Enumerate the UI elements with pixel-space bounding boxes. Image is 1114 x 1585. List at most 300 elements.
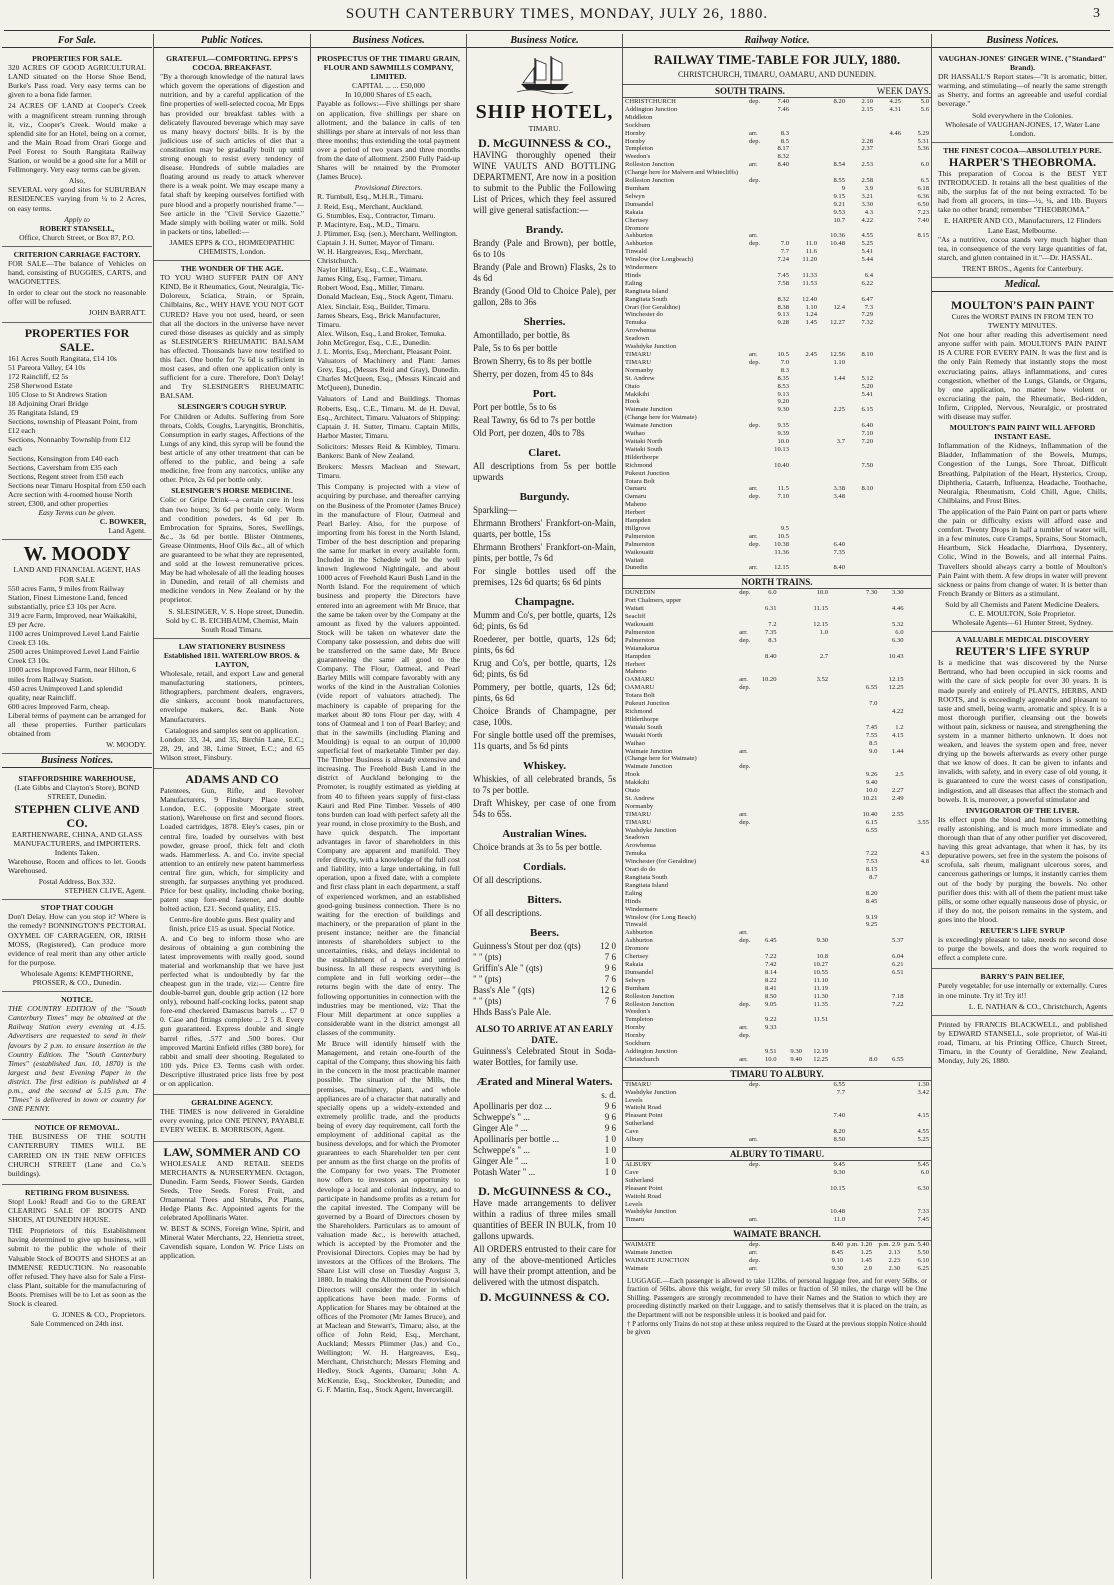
time-cell: 2.7: [819, 652, 829, 660]
time-cell: [752, 787, 778, 795]
ad-text: Easy Terms can be given.: [38, 508, 116, 518]
station-cell: Pleasant Point: [625, 1184, 663, 1192]
time-cell: [819, 169, 847, 177]
table-row: [623, 217, 931, 225]
table-row: [623, 1257, 931, 1265]
time-cell: [819, 1104, 847, 1112]
time-cell: [779, 858, 804, 866]
time-cell: [875, 517, 903, 525]
ad-text: "As a nutritive, cocoa stands very much higher than tea, in consequence of the very large quantities of fat, starch, and gluten contained in it."—Dr. HASSAL.: [938, 234, 1107, 262]
time-cell: [779, 969, 804, 977]
station-cell: Winslow (for Long Beach): [625, 913, 696, 921]
time-cell: 7.7: [780, 248, 789, 256]
time-cell: 4.46: [889, 129, 901, 137]
time-cell: [903, 272, 931, 280]
time-cell: [779, 645, 804, 653]
time-cell: 6.21: [891, 960, 904, 968]
station-cell: Burnham: [625, 184, 650, 192]
time-cell: [875, 391, 903, 399]
time-cell: [779, 1016, 804, 1024]
time-cell: [903, 485, 931, 493]
time-cell: [875, 319, 903, 327]
arr-dep-cell: arr.: [749, 232, 758, 240]
column-header: Railway Notice.: [623, 34, 931, 48]
table-row: [623, 517, 931, 525]
ad-text: TO YOU WHO SUFFER PAIN OF ANY KIND, Be it Rheumatics, Gout, Neuralgia, Tic-Doloreux, Sciatica, Strain, or Sprain, Chilblains, &c., WHY HAVE YOU NOT GOT CURED? Have you not used, heard, or seen that all the doctors in the universe have never cured those diseases as quickly and as simply as SLESINGER'S RHEUMATIC BALSAM has effected. Thousands have now testified to this fact. One bottle for 7s 6d is sufficient in most cases, and often one application only is sufficient for a cure. Therefore, Don't Delay! and Try SLESINGER'S RHEUMATIC BALSAM.: [160, 273, 304, 401]
arr-dep-cell: [737, 700, 752, 708]
time-cell: 10.13: [774, 445, 789, 453]
time-cell: [879, 692, 905, 700]
arr-dep-cell: [747, 248, 763, 256]
time-cell: [791, 264, 819, 272]
arr-dep-cell: [747, 327, 763, 335]
time-cell: 9.25: [865, 921, 878, 929]
table-row: [623, 296, 931, 304]
time-cell: [903, 430, 931, 438]
station-cell: OAMARU: [625, 676, 655, 684]
arr-dep-cell: [747, 343, 763, 351]
time-cell: [752, 898, 778, 906]
station-cell: Herbert: [625, 660, 646, 668]
station-cell: Dromore: [625, 945, 649, 953]
arr-dep-cell: [747, 525, 763, 533]
time-cell: [875, 430, 903, 438]
list-item: 1000 acres Improved Farm, near Hilton, 6 miles from Railway Station.: [8, 665, 136, 684]
list-item: J. Reid, Esq., Merchant, Auckland.: [317, 201, 423, 211]
list-item: [473, 1134, 616, 1145]
arr-dep-cell: dep.: [739, 763, 751, 771]
ad-text: Guinness's Celebrated Stout in Soda-water Bottles, for family use.: [473, 1046, 616, 1068]
time-cell: [847, 264, 875, 272]
time-cell: [853, 906, 879, 914]
ad-text: Liberal terms of payment can be arranged for all these properties. Further particulars obtained from: [8, 710, 146, 739]
time-cell: [804, 613, 830, 621]
ad-text: This preparation of Cocoa is the BEST YET INTRODUCED. It retains all the best qualities of the nib, the surplus fat of the nut being extracted. To be had from all grocers, in tins—½, ¼, and 1lb. Buyers take no other brand; remember "THEOBROMA.": [938, 168, 1107, 215]
time-cell: 6.0: [920, 161, 929, 169]
time-cell: [752, 684, 778, 692]
time-cell: 9.30: [831, 1264, 844, 1272]
time-cell: 5.36: [917, 145, 929, 153]
time-cell: 11.35: [813, 1000, 829, 1008]
time-cell: 10.40: [774, 461, 789, 469]
table-row: [623, 1128, 931, 1136]
arr-dep-cell: dep.: [749, 422, 761, 430]
time-cell: 8.50: [764, 992, 777, 1000]
time-cell: 12.56: [830, 351, 845, 358]
table-row: [623, 692, 931, 700]
time-cell: [819, 557, 847, 565]
arr-dep-cell: dep.: [749, 137, 761, 145]
ad-title: THE WONDER OF THE AGE.: [180, 264, 284, 274]
time-cell: [830, 834, 853, 842]
arr-dep-cell: [737, 1040, 752, 1048]
ad-title: SHIP HOTEL,: [475, 101, 614, 123]
time-cell: [853, 929, 879, 937]
ad-title: GERALDINE AGENCY.: [191, 1098, 273, 1108]
table-row: [623, 629, 931, 637]
ad-title: LAW, SOMMER AND CO: [163, 1144, 301, 1159]
station-cell: Albury: [625, 1136, 644, 1144]
time-cell: 7.3: [864, 303, 873, 311]
time-cell: [879, 929, 905, 937]
list-item: 550 acres Farm, 9 miles from Railway Station, Finest Limestone Land, fenced substantially, price £3 10s per Acre.: [8, 583, 128, 611]
time-cell: 9.13: [777, 311, 789, 319]
table-row: [623, 1265, 931, 1273]
table-row: [623, 525, 931, 533]
time-cell: [875, 549, 903, 557]
time-cell: 5.20: [861, 382, 873, 390]
ad-text: CAPITAL ... ... £50,000: [352, 81, 425, 91]
time-cell: [903, 311, 931, 319]
ad-text: THE TIMES is now delivered in Geraldine every evening, price ONE PENNY, PAYABLE EVERY WEEK. B. MORRISON, Agent.: [160, 1107, 304, 1135]
time-cell: 8.20: [833, 98, 845, 105]
table-row: [623, 398, 931, 406]
list-item: James Shears, Esq., Brick Manufacturer, Timaru.: [317, 310, 441, 329]
time-cell: [752, 850, 778, 858]
time-cell: [830, 763, 853, 771]
arr-dep-cell: [747, 383, 763, 391]
station-cell: Hook: [625, 771, 640, 779]
time-cell: [752, 716, 778, 724]
time-cell: [779, 692, 804, 700]
time-cell: 11.6: [805, 248, 817, 256]
time-cell: [819, 1201, 847, 1209]
time-cell: [853, 755, 879, 763]
time-cell: [763, 209, 791, 217]
time-cell: [791, 509, 819, 517]
law-sommer-ad: [154, 1142, 310, 1267]
station-cell: Orari (for Geraldine): [625, 303, 681, 311]
time-cell: [830, 1048, 853, 1056]
arr-dep-cell: dep.: [749, 1080, 761, 1088]
time-cell: [903, 422, 931, 430]
time-cell: [779, 748, 804, 756]
time-cell: [875, 288, 903, 296]
time-cell: 8.22: [764, 976, 777, 984]
time-cell: [830, 795, 853, 803]
north-trains-heading: [623, 575, 931, 589]
item-name: Apollinaris per bottle ...: [473, 1134, 559, 1145]
time-cell: [875, 1089, 903, 1097]
time-cell: [875, 422, 903, 430]
time-cell: [819, 446, 847, 454]
time-cell: [903, 509, 931, 517]
time-cell: [906, 842, 931, 850]
newspaper-title: SOUTH CANTERBURY TIMES, MONDAY, JULY 26, 1880.: [345, 6, 769, 22]
station-cell: (Change here for Waimate): [625, 755, 697, 763]
table-row: [623, 724, 931, 732]
item-name: Ginger Ale " ...: [473, 1123, 528, 1134]
time-cell: [791, 130, 819, 138]
time-cell: [804, 795, 830, 803]
time-cell: [752, 811, 778, 819]
station-cell: Waitohi Road: [625, 1192, 662, 1200]
time-cell: [779, 668, 804, 676]
time-cell: 8.41: [764, 984, 777, 992]
time-cell: [830, 629, 853, 637]
item-price: 12 0: [600, 941, 616, 952]
time-cell: [752, 795, 778, 803]
time-cell: [853, 1008, 879, 1016]
item-price: 9 6: [604, 963, 616, 974]
time-cell: [879, 1008, 905, 1016]
time-cell: [830, 882, 853, 890]
time-cell: [830, 937, 853, 945]
time-cell: [779, 763, 804, 771]
station-cell: Waimate Junction: [625, 406, 673, 414]
time-cell: 8.3: [780, 366, 789, 374]
time-cell: 11.19: [813, 984, 829, 992]
arr-dep-cell: [737, 921, 752, 929]
time-cell: [903, 383, 931, 391]
time-cell: 7.32: [861, 319, 873, 327]
time-cell: [752, 874, 778, 882]
time-cell: [853, 1048, 879, 1056]
time-cell: [763, 414, 791, 422]
time-cell: [819, 327, 847, 335]
arr-dep-cell: [737, 787, 752, 795]
time-cell: [819, 398, 847, 406]
table-row: [623, 716, 931, 724]
time-cell: 3.48: [833, 493, 845, 501]
station-cell: Hornby: [625, 137, 646, 145]
arr-dep-cell: [747, 319, 763, 327]
time-cell: 8.32: [777, 153, 789, 161]
station-cell: Pukeuri Junction: [625, 700, 670, 708]
time-cell: [779, 708, 804, 716]
arr-dep-cell: [747, 375, 763, 383]
time-cell: 1.10: [805, 303, 817, 311]
time-cell: [779, 637, 804, 645]
time-cell: [903, 335, 931, 343]
geraldine-ad: [154, 1095, 310, 1141]
time-cell: [903, 517, 931, 525]
station-cell: Rolleston Junction: [625, 161, 675, 169]
time-cell: [779, 613, 804, 621]
time-cell: [903, 533, 931, 541]
time-cell: [830, 771, 853, 779]
time-cell: [830, 613, 853, 621]
time-cell: [804, 803, 830, 811]
time-cell: 2.30: [888, 1264, 901, 1272]
table-row: [623, 288, 931, 296]
station-cell: Hillgrove: [625, 524, 651, 532]
time-cell: [853, 692, 879, 700]
time-cell: 7.24: [777, 256, 789, 264]
list-item: P. Macintyre, Esq., M.D., Timaru.: [317, 219, 420, 229]
time-cell: [875, 414, 903, 422]
time-cell: 6.50: [917, 200, 929, 208]
station-cell: Dromore: [625, 224, 649, 232]
table-row: [623, 985, 931, 993]
time-cell: [804, 755, 830, 763]
station-cell: Oamaru: [625, 485, 647, 493]
station-cell: Washdyke Junction: [625, 826, 677, 834]
arr-dep-cell: [747, 454, 763, 462]
time-cell: [847, 517, 875, 525]
time-cell: [875, 1216, 903, 1224]
time-cell: [875, 398, 903, 406]
time-cell: [779, 977, 804, 985]
ad-title: CRITERION CARRIAGE FACTORY.: [13, 249, 141, 259]
time-cell: [791, 470, 819, 478]
station-cell: Templeton: [625, 1016, 654, 1024]
time-cell: [752, 755, 778, 763]
time-cell: [752, 914, 778, 922]
time-cell: [779, 961, 804, 969]
price-line: Port per bottle, 5s to 6s: [473, 402, 557, 413]
ad-text: In order to clear out the stock no reasonable offer will be refused.: [8, 288, 146, 307]
time-cell: [763, 264, 791, 272]
ad-text: This Company is projected with a view of acquiring by purchase, and thereafter carrying on the Business of the Promoter (James Bruce) in the manufacture of Flour, Oatmeal and Pearl Barley. Also, for the purpose of importing from his forest in the North Island, Timber of the best description and preparing the same for market in every available form. Included in the Schedule will be the well known Inglewood Nightingale, and about 1000 acres of Freehold Kauri Bush Land in the North Island. For the requirement of which business and property the Directors have entered into an agreement with Mr Bruce, that the same be taken over by the Company at the amount as fixed by the valuers appointed. Stock will be taken on whatever date the Company take possession, and debts due will be transferred on the same date, Mr Bruce guaranteeing the same all good to the Company. The Flour, Oatmeal, and Pearl Barley Mills will compare favorably with any works of the kind in the Australian Colonies (vide report of valuators attached). The machinery is capable of preparing for the market about 80 tons Flour per day, with 4 tons of Oatmeal and 1 ton of Pearl Barley; and that in the sawmills (including Planing and Moulding) is equal to an output of 10,000 superficial feet of marketable Timber per day. The Timber Business is already extensive and increasing. The Freehold Bush Land in the district of Auckland belonging to the Promoter, is roughly estimated as yielding at from 40 to fifteen years supply of first-class Kauri and Red Pine Timber. Vessels of 400 tons burden can load with perfect safety all the year round, in close proximity to the Bush, and have quick despatch. The important advantages in favor of shareholders in this Company are apparent and manifold. They refer directly, with a knowledge of the full cost and liability, into a large undertaking, in full operation, upon a fixed date, with a complete and first class plant in each department, a staff of experienced workmen, and an established good-going business connection. There is no waiting for the erection of buildings and machinery, or the preparation of plant in the present instance; neither are the financial interests of shareholders subject to the uncertainties, risks, and delays incidental to the establishment of a new and untried business. In all these respects everything is complete and in full working order—the returns begin with the date of entry. The following opportunities in connection with the industries may be mentioned, viz: That the Flour Mill department at once supplies a considerable want in the district amongst all classes of the community.: [317, 482, 460, 1037]
arr-dep-cell: [747, 225, 763, 233]
station-cell: Rolleston Junction: [625, 1000, 675, 1008]
time-cell: [875, 493, 903, 501]
arr-dep-cell: [737, 834, 752, 842]
table-row: [623, 541, 931, 549]
table-row: [623, 613, 931, 621]
list-item: Sections, Caversham from £35 each: [8, 462, 118, 472]
station-cell: Pleasant Point: [625, 1112, 663, 1120]
station-cell: (Change here for Malvern and Whitecliffs): [625, 169, 739, 177]
time-cell: [752, 692, 778, 700]
time-cell: 7.46: [777, 105, 789, 113]
time-cell: 3.21: [861, 192, 873, 200]
arr-dep-cell: [737, 795, 752, 803]
time-cell: [847, 225, 875, 233]
ad-address: Office, Church Street, or Box 87, P.O.: [19, 232, 135, 242]
time-cell: [879, 645, 905, 653]
time-cell: [779, 874, 804, 882]
table-row: [623, 311, 931, 319]
time-cell: 7.18: [891, 992, 904, 1000]
arr-dep-cell: dep.: [749, 493, 761, 501]
time-cell: [752, 771, 778, 779]
time-cell: [752, 668, 778, 676]
time-cell: [879, 740, 905, 748]
price-line: Ehrmann Brothers' Frankfort-on-Main, pints, per bottle, 7s 6d: [473, 542, 616, 564]
ad-title: MOULTON'S PAIN PAINT: [951, 297, 1094, 312]
ad-text: Postal Address, Box 332.: [38, 877, 116, 887]
time-cell: [791, 541, 819, 549]
item-name: " " (pts): [473, 974, 502, 985]
time-cell: [879, 819, 905, 827]
time-cell: [804, 866, 830, 874]
arr-dep-cell: [737, 850, 752, 858]
table-row: [623, 1024, 931, 1032]
time-cell: 8.3: [780, 129, 789, 137]
column-header: Business Notices.: [2, 754, 152, 768]
time-cell: [879, 1032, 905, 1040]
time-cell: [830, 874, 853, 882]
ad-signature: STEPHEN CLIVE, Agent.: [64, 886, 146, 896]
time-cell: [875, 304, 903, 312]
arr-dep-cell: dep.: [749, 1161, 761, 1168]
table-row: [623, 446, 931, 454]
time-cell: [903, 493, 931, 501]
item-name: " " (pts): [473, 952, 502, 963]
time-cell: 1.44: [833, 374, 845, 382]
time-cell: [779, 827, 804, 835]
time-cell: [763, 327, 791, 335]
time-cell: [879, 661, 905, 669]
table-row: [623, 874, 931, 882]
time-cell: [819, 296, 847, 304]
time-cell: [875, 367, 903, 375]
time-cell: [791, 375, 819, 383]
arr-dep-cell: [747, 1201, 819, 1209]
time-cell: 6.25: [917, 1264, 929, 1272]
list-item: W. H. Hargreaves, Esq., Merchant, Christchurch.: [317, 246, 423, 266]
time-cell: [830, 645, 853, 653]
barry-ad: [932, 969, 1113, 1015]
time-cell: [847, 367, 875, 375]
time-cell: 4.31: [889, 105, 901, 113]
time-cell: 11.0: [805, 240, 817, 248]
time-cell: 9.30: [777, 406, 789, 414]
ad-text: W. BEST & SONS, Foreign Wine, Spirit, and Mineral Water Merchants, 22, Henrietta street, Cavendish square, London W. Price Lists on application.: [160, 1224, 304, 1261]
station-cell: Rangitata Island: [625, 881, 669, 889]
time-cell: 6.36: [917, 192, 929, 200]
price-line: Real Tawny, 6s 6d to 7s per bottle: [473, 415, 596, 426]
list-item: Naylor Hillary, Esq., C.E., Waimate.: [317, 265, 428, 275]
slesinger-ad: [154, 261, 310, 639]
list-item: R. Turnbull, Esq., M.H.R., Timaru.: [317, 192, 424, 202]
station-cell: TIMARU: [625, 818, 652, 826]
station-cell: Totara Bolt: [625, 477, 655, 485]
column-header: Business Notices.: [311, 34, 466, 48]
time-cell: [853, 977, 879, 985]
time-cell: [791, 225, 819, 233]
time-cell: [819, 517, 847, 525]
arr-dep-cell: [737, 866, 752, 874]
time-cell: 6.47: [861, 295, 873, 303]
time-cell: [875, 1120, 903, 1128]
time-cell: [779, 945, 804, 953]
column-railway: [622, 34, 931, 1579]
time-cell: [819, 1177, 847, 1185]
station-cell: CHRISTCHURCH: [625, 98, 676, 105]
time-cell: [791, 406, 819, 414]
station-cell: WAIMATE JUNCTION: [625, 1257, 690, 1265]
ship-illustration-icon: [515, 54, 575, 94]
table-row: [623, 1040, 931, 1048]
list-item: Robert Wood, Esq., Miller, Timaru.: [317, 283, 425, 293]
item-name: Schweppe's " ...: [473, 1112, 531, 1123]
time-cell: [819, 311, 847, 319]
price-line: Of all descriptions.: [473, 875, 542, 886]
time-cell: 7.42: [764, 960, 777, 968]
time-cell: [830, 748, 853, 756]
station-cell: Otaio: [625, 787, 640, 795]
ad-text: Mr Bruce will identify himself with the Management, and retain one-fourth of the capital of the Company, thus showing his faith in the concern in the most practicable manner possible. The situation of the Mills, the premises, machinery, plant, and whole appliances are of a character that naturally and specially opens up a widely-extended and extremely prolific trade, and the products being of every day requirement, call forth the employment of additional capital as the business develops, and for which the Promoter guarantees to each Shareholder ten per cent per annum as the first charge on the profits of the Company for two years. The Promoter now offers to investors an opportunity to develope a local and colonial industry, and to participate in handsome profits as a return for the capital invested. The Company will be governed by a Board of Directors chosen by the Shareholders. Particulars as to amount of valuation made &c., is herewith attached, which is accepted by the Promoter and the Provisional Directors. Copies may be had by investors at the Offices of the Brokers. The Share List will close on Tuesday August 3, 1880. In making the Allotment the Provisional Directors will consider the order in which applications have been made. Forms of Application for Shares may be obtained at the offices of the Promoter (Mr James Bruce), and at Maclean and Stewart's, Timaru; also, at the office of John Reid, Esq., Merchant, Auckland; Messrs Plimmer (Jas.) and Co., Wellington; W. H. Hargreaves, Esq., Merchant, Christchurch; Messrs Fleming and Hedley, Stock Agents, Oamaru; John A. McKenzie, Esq., Stockbroker, Dunedin; and G. F. Martin, Esq., Stock Agent, Invercargill.: [317, 1039, 460, 1394]
time-cell: [853, 1016, 879, 1024]
list-item: 319 acre Farm, Improved, near Waikakihi, £9 per Acre.: [8, 610, 137, 629]
table-row: [623, 937, 931, 945]
station-cell: Levels: [625, 1200, 643, 1208]
arr-dep-cell: [747, 501, 763, 509]
ad-text: Payable as follows:—Five shillings per share on application, five shillings per share on allotment, and the balance in calls of ten shillings per share at intervals of not less than three months; thus extending the total payment over a period of two years and three months from the date of allotment. 2500 Fully Paid-up Shares will be retained by the Promoter (James Bruce).: [317, 99, 460, 182]
time-cell: [819, 391, 847, 399]
time-cell: [791, 462, 819, 470]
time-cell: 4.15: [891, 731, 904, 739]
time-cell: [879, 834, 905, 842]
time-cell: 12.4: [833, 303, 845, 311]
luggage-note: LUGGAGE.—Each passenger is allowed to take 112lbs. of personal luggage free, and for every 56lbs. or fraction of 56lbs. above this weight, for every 50 miles or fraction of 50 miles, the charge will be One Shilling. Passengers are strongly recommended to have their Names and the Station to which they are proceeding distinctly marked on their Luggage, and to satisfy themselves that it is placed on the train, as the Department will not be responsible unless it is booked and paid for.: [627, 1276, 927, 1319]
time-cell: [879, 977, 905, 985]
ad-title: THE FINEST COCOA—ABSOLUTELY PURE.: [943, 145, 1102, 155]
time-cell: [752, 779, 778, 787]
